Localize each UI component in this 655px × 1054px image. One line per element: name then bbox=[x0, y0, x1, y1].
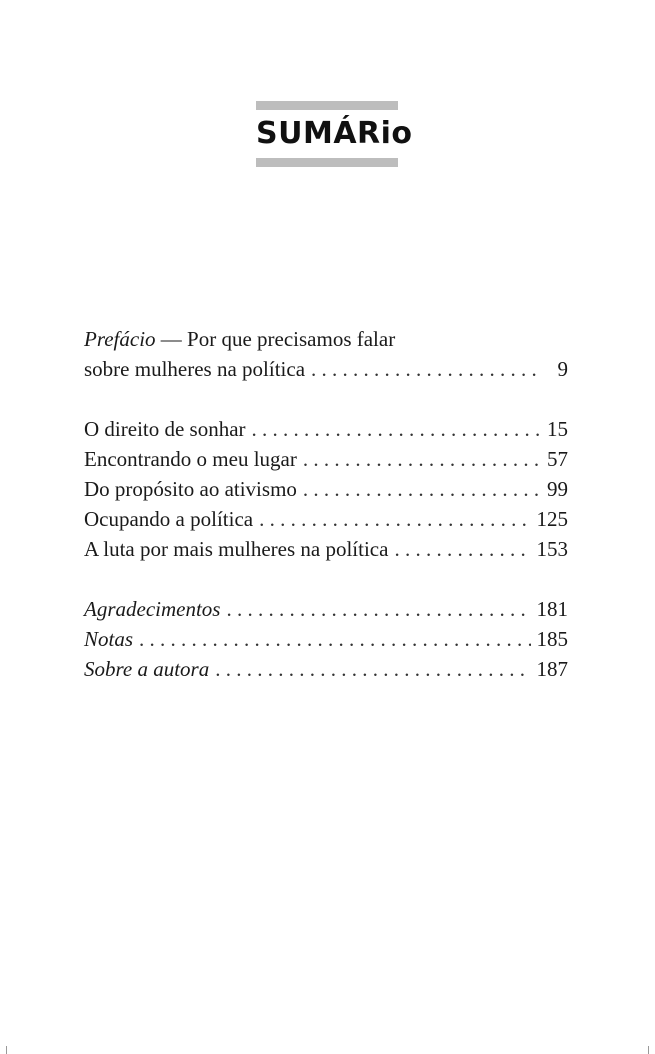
dot-leader bbox=[311, 354, 540, 384]
toc-entry-back-matter[interactable] bbox=[84, 654, 568, 684]
back-matter-page-number: 187 bbox=[536, 657, 568, 681]
chapter-label: Encontrando o meu lugar bbox=[84, 447, 297, 471]
chapter-label: Do propósito ao ativismo bbox=[84, 477, 297, 501]
page-title-block bbox=[256, 98, 413, 170]
dot-leader bbox=[215, 654, 530, 684]
dot-leader bbox=[139, 624, 530, 654]
dot-leader bbox=[303, 474, 540, 504]
back-matter-label: Sobre a autora bbox=[84, 657, 210, 681]
dot-leader bbox=[226, 594, 530, 624]
toc-entry-back-matter[interactable] bbox=[84, 594, 568, 624]
back-matter-page-number: 185 bbox=[536, 627, 568, 651]
toc-entry-chapter[interactable] bbox=[84, 534, 568, 564]
chapter-page-number: 99 bbox=[547, 477, 568, 501]
toc-entry-back-matter[interactable] bbox=[84, 624, 568, 654]
toc-entry-chapter[interactable] bbox=[84, 474, 568, 504]
toc-entry-chapter[interactable] bbox=[84, 444, 568, 474]
section-gap bbox=[84, 384, 568, 414]
chapter-label: O direito de sonhar bbox=[84, 417, 246, 441]
section-gap bbox=[84, 564, 568, 594]
title-bar-bottom bbox=[256, 158, 398, 167]
page-title: SUMÁRio bbox=[256, 116, 413, 151]
chapter-label: A luta por mais mulheres na política bbox=[84, 537, 389, 561]
toc-entry-chapter[interactable] bbox=[84, 414, 568, 444]
title-bar-top bbox=[256, 101, 398, 110]
table-of-contents bbox=[84, 324, 568, 684]
toc-entry-chapter[interactable] bbox=[84, 504, 568, 534]
toc-entry-preface-line1[interactable] bbox=[84, 324, 568, 354]
toc-entry-preface-line2[interactable] bbox=[84, 354, 568, 384]
chapter-page-number: 125 bbox=[536, 507, 568, 531]
dot-leader bbox=[303, 444, 540, 474]
preface-page-number: 9 bbox=[557, 357, 568, 381]
chapter-page-number: 153 bbox=[536, 537, 568, 561]
chapter-page-number: 57 bbox=[547, 447, 568, 471]
preface-label-italic: Prefácio bbox=[84, 327, 156, 351]
back-matter-page-number: 181 bbox=[536, 597, 568, 621]
dot-leader bbox=[259, 504, 530, 534]
back-matter-label: Notas bbox=[84, 627, 134, 651]
crop-mark-right bbox=[648, 1046, 649, 1054]
preface-label-line2: sobre mulheres na política bbox=[84, 357, 306, 381]
back-matter-label: Agradecimentos bbox=[84, 597, 221, 621]
chapter-page-number: 15 bbox=[547, 417, 568, 441]
dot-leader bbox=[394, 534, 530, 564]
dot-leader bbox=[252, 414, 540, 444]
preface-label-rest: — Por que precisamos falar bbox=[155, 327, 396, 351]
chapter-label: Ocupando a política bbox=[84, 507, 254, 531]
crop-mark-left bbox=[6, 1046, 7, 1054]
